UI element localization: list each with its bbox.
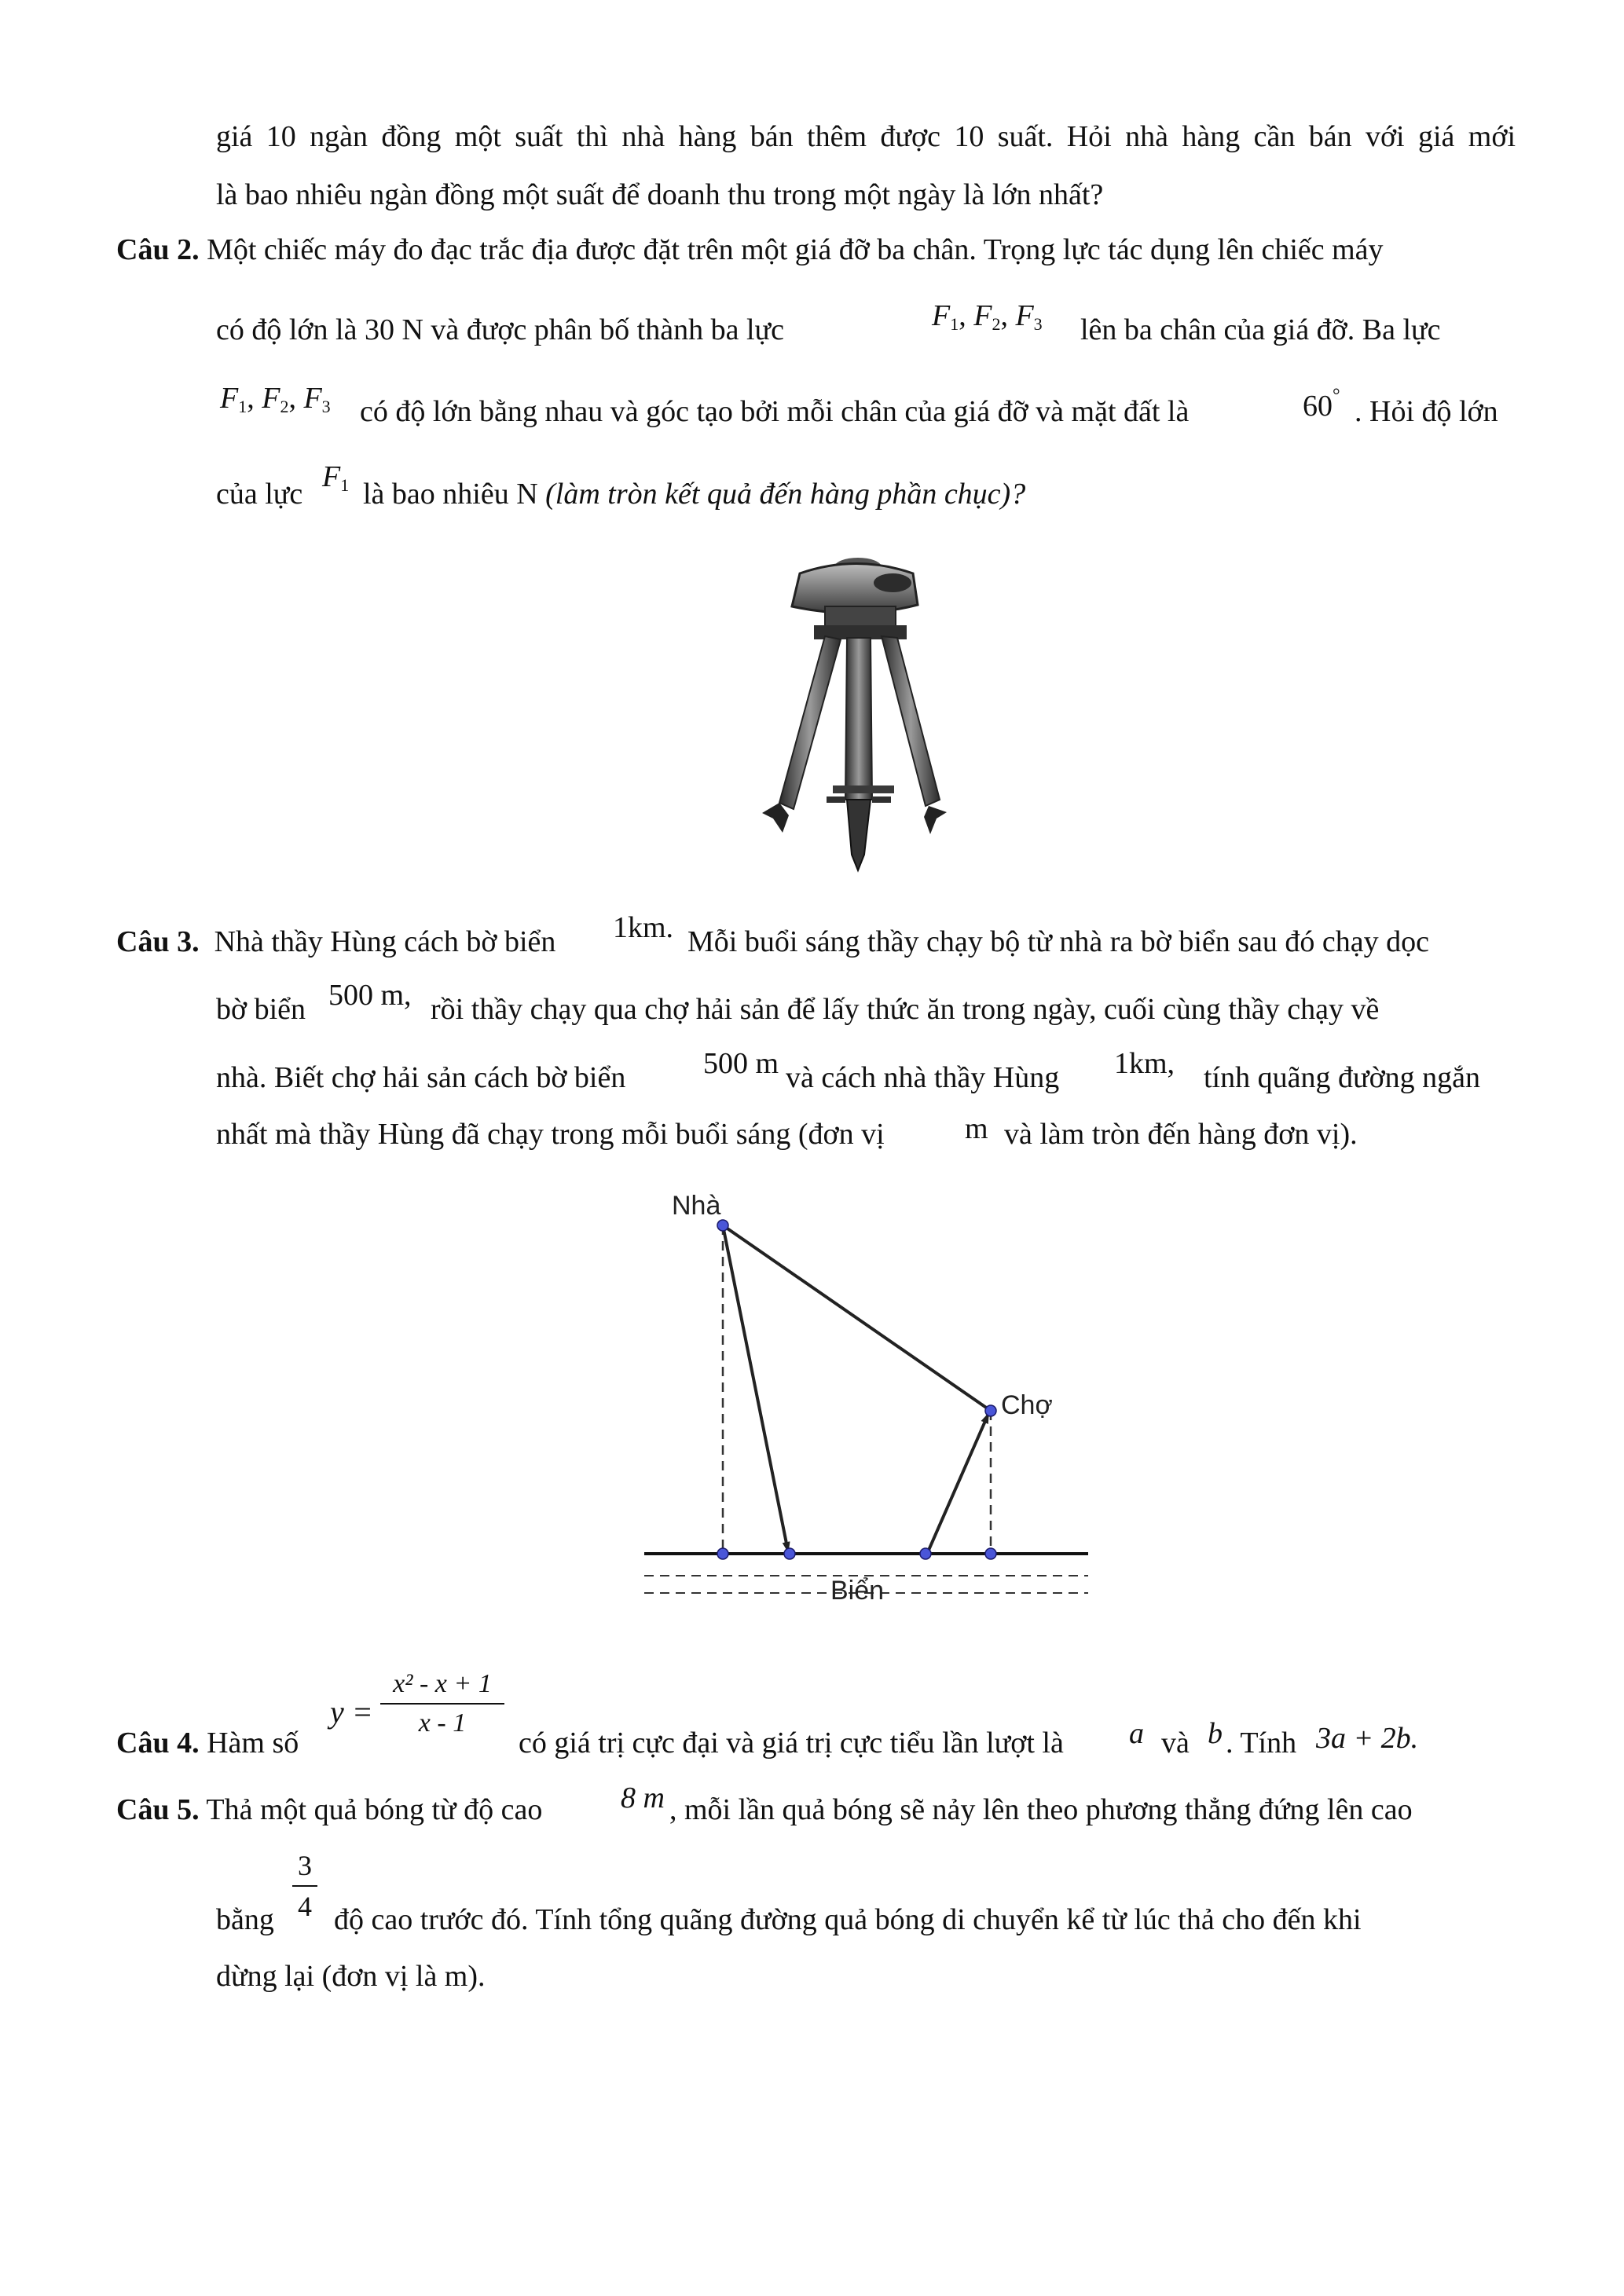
text: . Hỏi độ lớn	[1355, 395, 1498, 428]
unit-m: m	[965, 1112, 988, 1145]
forces-f1-f2-f3: $F_1$, $F_2$, $F_3$	[220, 382, 331, 416]
text: có giá trị cực đại và giá trị cực tiểu lần lượt là	[519, 1727, 1064, 1760]
text-line: là bao nhiêu ngàn đồng một suất để doanh thu trong một ngày là lớn nhất?	[216, 178, 1104, 211]
denominator: 4	[298, 1891, 312, 1922]
distance-500m: 500 m	[703, 1047, 779, 1080]
forces-f1-f2-f3: $F_1$, $F_2$, $F_3$	[932, 299, 1043, 334]
text: và cách nhà thầy Hùng	[786, 1061, 1060, 1094]
text: Mỗi buổi sáng thầy chạy bộ từ nhà ra bờ biển sau đó chạy dọc	[687, 925, 1430, 958]
question-3-line1	[116, 927, 555, 957]
var-a: a	[1129, 1717, 1144, 1750]
question-label: Câu 3.	[116, 925, 200, 958]
fraction-bar	[380, 1703, 504, 1705]
denominator: x - 1	[418, 1708, 467, 1738]
label-home: Nhà	[672, 1191, 721, 1221]
point-shore	[985, 1548, 996, 1559]
text: nhất mà thầy Hùng đã chạy trong mỗi buổi sáng (đơn vị	[216, 1118, 885, 1151]
text: độ cao trước đó. Tính tổng quãng đường quả bóng di chuyển kể từ lúc thả cho đến khi	[334, 1903, 1362, 1936]
text-line: giá 10 ngàn đồng một suất thì nhà hàng bán thêm được 10 suất. Hỏi nhà hàng cần bán với giá mới	[216, 120, 1516, 153]
text-line-end: là bao nhiêu N (làm tròn kết quả đến hàng phần chục)?	[363, 478, 1026, 511]
point-home	[717, 1220, 728, 1231]
distance-1km: 1km,	[1114, 1047, 1175, 1080]
text: . Tính	[1226, 1727, 1297, 1760]
question-label: Câu 5.	[116, 1793, 200, 1826]
text: và làm tròn đến hàng đơn vị).	[1004, 1118, 1358, 1151]
question-label: Câu 4.	[116, 1727, 200, 1760]
question-5-line1	[116, 1795, 542, 1825]
question-2-line1	[116, 235, 1516, 265]
path-home-to-shore	[723, 1225, 788, 1551]
point-shore	[784, 1548, 795, 1559]
text: và	[1161, 1727, 1190, 1760]
distance-1km: 1km.	[613, 911, 674, 944]
height-8m: 8 m	[621, 1782, 665, 1814]
label-sea: Biển	[830, 1576, 885, 1606]
expression-3a-2b: 3a + 2b.	[1316, 1722, 1419, 1755]
text: Nhà thầy Hùng cách bờ biển	[214, 925, 556, 958]
text: tính quãng đường ngắn	[1204, 1061, 1481, 1094]
label-market: Chợ	[1001, 1390, 1053, 1420]
text: , mỗi lần quả bóng sẽ nảy lên theo phương thẳng đứng lên cao	[669, 1793, 1413, 1826]
point-market	[985, 1405, 996, 1416]
force-f1: $F_1$	[322, 460, 350, 495]
text: Một chiếc máy đo đạc trắc địa được đặt trên một giá đỡ ba chân. Trọng lực tác dụng lên chiếc máy	[207, 233, 1384, 266]
question-4-line	[116, 1728, 299, 1758]
text: bờ biển	[216, 993, 306, 1026]
house-market-sea-diagram	[629, 1178, 1100, 1618]
path-shore-to-market	[927, 1414, 988, 1554]
text: bằng	[216, 1903, 274, 1936]
text: nhà. Biết chợ hải sản cách bờ biển	[216, 1061, 626, 1094]
point-shore	[717, 1548, 728, 1559]
fraction-3-4	[289, 1847, 321, 1924]
point-shore	[920, 1548, 931, 1559]
text: của lực	[216, 478, 303, 511]
tripod-survey-instrument-image	[707, 550, 990, 880]
fraction-bar	[292, 1885, 317, 1887]
text: lên ba chân của giá đỡ. Ba lực	[1080, 313, 1441, 346]
angle-60-degrees: 60°	[1303, 386, 1340, 423]
formula-y: y =	[330, 1694, 373, 1730]
distance-500m: 500 m,	[328, 979, 412, 1012]
fraction	[376, 1667, 509, 1741]
path-market-to-home	[723, 1225, 991, 1411]
numerator: x² - x + 1	[393, 1669, 492, 1698]
text: có độ lớn bằng nhau và góc tạo bởi mỗi chân của giá đỡ và mặt đất là	[360, 395, 1190, 428]
numerator: 3	[298, 1850, 312, 1881]
var-b: b	[1208, 1717, 1223, 1750]
text: Thả một quả bóng từ độ cao	[206, 1793, 543, 1826]
text: dừng lại (đơn vị là m).	[216, 1960, 486, 1993]
text: Hàm số	[207, 1727, 299, 1760]
text: rồi thầy chạy qua chợ hải sản để lấy thức ăn trong ngày, cuối cùng thầy chạy về	[431, 993, 1380, 1026]
text: có độ lớn là 30 N và được phân bố thành ba lực	[216, 313, 784, 346]
question-label: Câu 2.	[116, 233, 200, 266]
